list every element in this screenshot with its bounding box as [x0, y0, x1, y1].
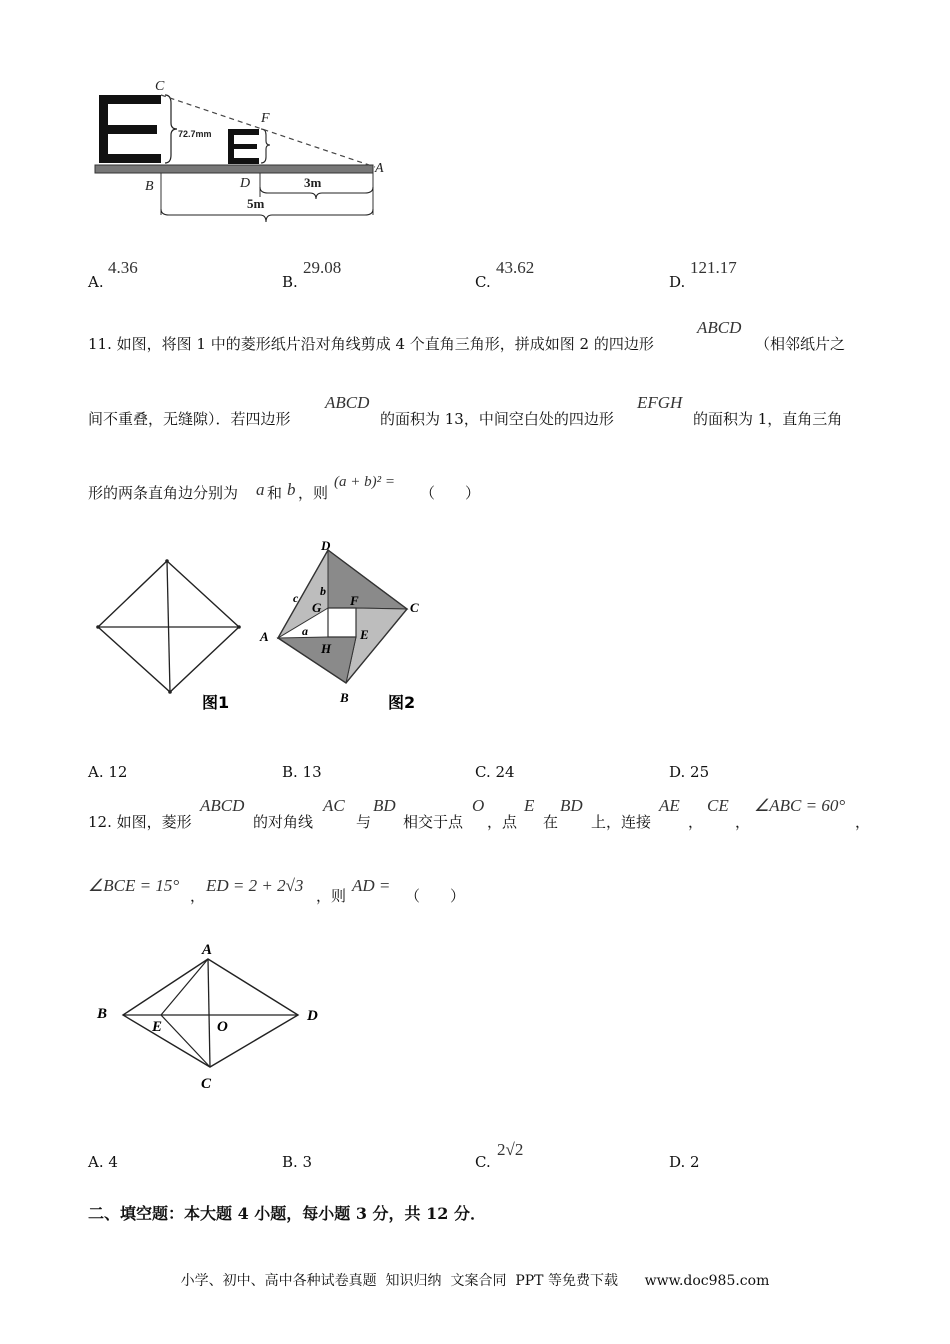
q11-line2-math1: ABCD — [325, 393, 370, 412]
q12-l1-e: ，点 — [487, 813, 518, 831]
q12-label-b: B — [97, 1006, 108, 1022]
q11-line3-text: 形的两条直角边分别为 — [88, 484, 239, 502]
q12-l2-m1: ∠BCE = 15° — [88, 876, 180, 895]
q12-option-b[interactable]: B. 3 — [282, 1153, 313, 1171]
q11-line1-text: 11. 如图，将图 1 中的菱形纸片沿对角线剪成 4 个直角三角形，拼成如图 2 的四边形 — [88, 335, 654, 353]
q12-l1-b: 的对角线 — [253, 813, 314, 831]
label-d: D — [240, 176, 251, 191]
q12-l1-m3: BD — [373, 796, 396, 815]
q12-l1-f: 在 — [543, 813, 559, 831]
q12-l1-h: ， — [688, 813, 704, 831]
segment-ce — [161, 1015, 210, 1067]
q12-l1-m9: ∠ABC = 60° — [754, 796, 846, 815]
height-brace — [165, 95, 177, 163]
dist-5m: 5m — [247, 196, 265, 211]
brace-5m — [161, 209, 373, 222]
q11-option-b[interactable]: B. 13 — [282, 763, 322, 781]
small-brace — [261, 129, 270, 163]
q12-l1-m6: BD — [560, 796, 583, 815]
q11-line3-paren: （ ） — [420, 484, 481, 502]
fig2-square — [278, 550, 407, 683]
q12-l1-j: ， — [855, 813, 871, 831]
small-e-symbol — [228, 129, 259, 164]
q11-line2-text-c: 的面积为 1，直角三角 — [693, 410, 843, 428]
q11-line1-text-b: （相邻纸片之 — [755, 335, 846, 353]
q12-l1-m2: AC — [323, 796, 345, 815]
q11-line3-and: 和 — [267, 484, 283, 502]
q12-label-a: A — [202, 942, 213, 958]
fig2-label-e: E — [360, 627, 369, 642]
fig2-label-b-small: b — [320, 584, 326, 598]
q12-l1-i: ， — [735, 813, 751, 831]
q12-option-d[interactable]: D. 2 — [669, 1153, 700, 1171]
q10-figure — [85, 75, 395, 230]
fig2-label-a: A — [260, 629, 269, 644]
q11-line3-math-b: b — [287, 480, 296, 499]
q11-line2-text-b: 的面积为 13，中间空白处的四边形 — [380, 410, 614, 428]
q10-option-d-value: 121.17 — [690, 258, 737, 277]
q12-l1-m4: O — [472, 796, 485, 815]
q11-line3-expr: (a + b)² = — [334, 474, 395, 490]
q12-figure — [90, 935, 340, 1095]
fig2-label-a-small: a — [302, 624, 308, 638]
q10-option-a-letter[interactable]: A. — [88, 273, 104, 291]
q11-line3-math-a: a — [256, 480, 265, 499]
fig2-label-b: B — [340, 690, 349, 705]
q12-option-c-value: 2√2 — [497, 1140, 524, 1159]
fig1-caption: 图1 — [202, 693, 230, 712]
height-label: 72.7mm — [178, 129, 212, 139]
segment-ae — [161, 959, 208, 1015]
fig2-label-h: H — [321, 641, 332, 656]
section-2-heading: 二、填空题：本大题 4 小题，每小题 3 分，共 12 分． — [88, 1204, 486, 1223]
q11-option-d[interactable]: D. 25 — [669, 763, 710, 781]
big-e-symbol — [99, 95, 161, 163]
q11-line1-math: ABCD — [697, 318, 742, 337]
q12-l2-a: ， — [190, 887, 206, 905]
q12-l1-m7: AE — [659, 796, 680, 815]
page-footer: 小学、初中、高中各种试卷真题 知识归纳 文案合同 PPT 等免费下载 www.doc985.com — [180, 1273, 770, 1289]
diagonal-ac — [208, 959, 210, 1067]
q12-l1-g: 上，连接 — [591, 813, 652, 831]
rhombus-abcd — [123, 959, 298, 1067]
label-b: B — [145, 179, 154, 194]
q12-l1-m5: E — [524, 796, 535, 815]
q12-option-a[interactable]: A. 4 — [88, 1153, 118, 1171]
q11-option-a[interactable]: A. 12 — [88, 763, 128, 781]
dist-3m: 3m — [304, 175, 322, 190]
q12-l2-paren: （ ） — [405, 887, 466, 905]
q10-option-a-value: 4.36 — [108, 258, 138, 277]
q12-l2-b: ，则 — [316, 887, 347, 905]
q12-l1-m1: ABCD — [200, 796, 245, 815]
q11-line3-text-b: ，则 — [298, 484, 329, 502]
q11-option-c[interactable]: C. 24 — [475, 763, 515, 781]
q12-l1-a: 12. 如图，菱形 — [88, 813, 192, 831]
q12-label-o: O — [217, 1019, 228, 1035]
fig2-label-f: F — [350, 593, 359, 608]
q12-label-d: D — [307, 1008, 318, 1024]
q12-l2-m2: ED = 2 + 2√3 — [206, 876, 304, 895]
q12-option-c-letter[interactable]: C. — [475, 1153, 491, 1171]
fig1-rhombus — [96, 559, 241, 694]
q10-option-b-value: 29.08 — [303, 258, 342, 277]
q12-label-c: C — [201, 1076, 212, 1092]
q12-l1-c: 与 — [356, 813, 372, 831]
q11-line2-text: 间不重叠，无缝隙）．若四边形 — [88, 410, 291, 428]
q10-option-c-value: 43.62 — [496, 258, 535, 277]
fig2-label-c: C — [410, 600, 419, 615]
ground-bar — [95, 165, 373, 173]
fig2-label-d: D — [321, 538, 331, 553]
q12-label-e: E — [152, 1019, 163, 1035]
label-f: F — [261, 111, 270, 126]
q12-l1-m8: CE — [707, 796, 729, 815]
q10-option-d-letter[interactable]: D. — [669, 273, 686, 291]
label-c: C — [155, 79, 165, 94]
q11-figure — [90, 530, 430, 715]
fig2-label-g: G — [312, 600, 322, 615]
fig2-caption: 图2 — [388, 693, 416, 712]
q12-l1-d: 相交于点 — [403, 813, 464, 831]
q11-line2-math2: EFGH — [637, 393, 683, 412]
q10-option-b-letter[interactable]: B. — [282, 273, 298, 291]
fig2-label-c-small: c — [293, 591, 299, 605]
q10-option-c-letter[interactable]: C. — [475, 273, 491, 291]
label-a: A — [375, 161, 384, 176]
q12-l2-m3: AD = — [352, 876, 391, 895]
